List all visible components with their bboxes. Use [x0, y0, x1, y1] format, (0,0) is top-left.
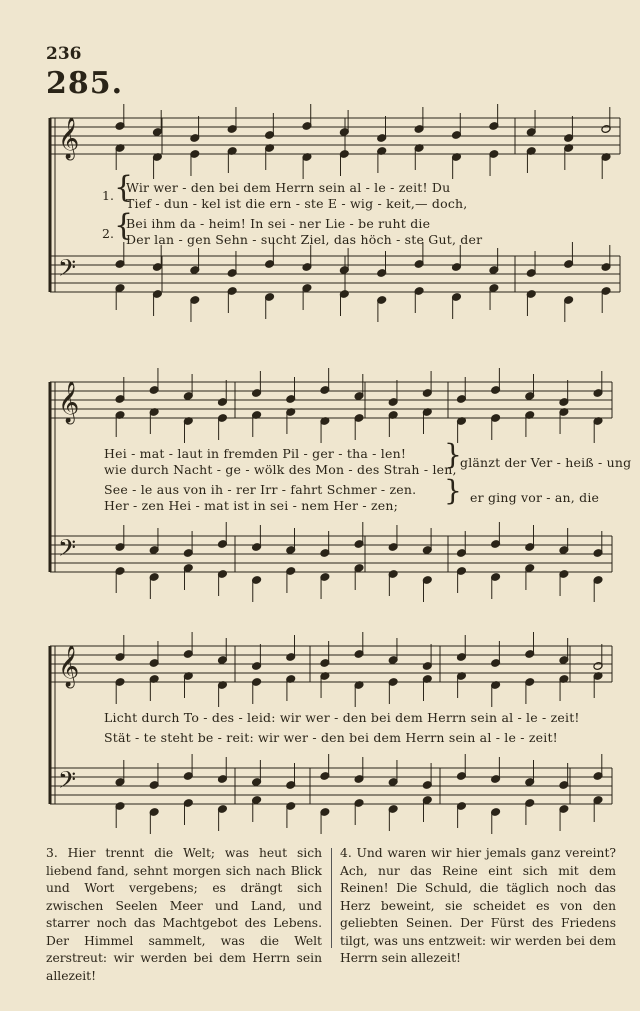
lyric-s2-v1-l2: wie durch Nacht - ge - wölk des Mon - des Strah - len, [104, 462, 457, 477]
verse-2-number: 2. [102, 226, 114, 241]
lyric-s1-v2-l2: Der lan - gen Sehn - sucht Ziel, das höch - ste Gut, der [126, 232, 483, 247]
bass-clef-icon: 𝄢 [58, 534, 77, 567]
verse-1-brace: { [114, 170, 134, 205]
verse-2-brace-s2: } [444, 474, 462, 507]
verse-1-number: 1. [102, 188, 114, 203]
lyric-s1-v1-l2: Tief - dun - kel ist die ern - ste E - wig - keit,— doch, [126, 196, 468, 211]
stanza-4: 4. Und waren wir hier jemals ganz vereint? Ach, nur das Reine eint sich mit dem Reinen! Die Schuld, die täglich noch das Herz beweint, sie scheidet es von den geliebten Seinen. Der Fürst des Friedens tilgt, was uns entzweit: wir werden bei dem Herrn sein allezeit! [340, 846, 616, 965]
lyric-s2-v2-l1: See - le aus von ih - rer Irr - fahrt Schmer - zen. [104, 482, 417, 497]
page-number: 236 [46, 44, 82, 64]
hymn-number: 285. [46, 66, 124, 101]
lyric-s2-v2-cont: er ging vor - an, die [470, 490, 600, 505]
bass-clef-icon: 𝄢 [58, 766, 77, 799]
verse-2-brace: { [114, 208, 134, 243]
lyric-s1-v1-l1: Wir wer - den bei dem Herrn sein al - le - zeit! Du [126, 180, 451, 195]
bass-clef-icon: 𝄢 [58, 254, 77, 287]
treble-clef-icon: 𝄞 [58, 382, 80, 423]
lyric-s1-v2-l1: Bei ihm da - heim! In sei - ner Lie - be ruht die [126, 216, 431, 231]
lyric-s2-v1-l1: Hei - mat - laut in fremden Pil - ger - tha - len! [104, 446, 407, 461]
treble-clef-icon: 𝄞 [58, 118, 80, 159]
verse-1-brace-s2: } [444, 438, 462, 471]
lyric-s2-v1-cont: glänzt der Ver - heiß - ung [460, 455, 632, 470]
column-divider [331, 848, 332, 948]
stanza-3: 3. Hier trennt die Welt; was heut sich liebend fand, sehnt morgen sich nach Blick und Wort vergebens; es drängt sich zwischen Seelen Meer und Land, und starrer noch das Machtgebot des Lebens. Der Himmel sammelt, was die Welt zerstreut: wir werden bei dem Herrn sein allezeit! [46, 846, 322, 983]
treble-clef-icon: 𝄞 [58, 646, 80, 687]
lyric-s3-v2: Stät - te steht be - reit: wir wer - den bei dem Herrn sein al - le - zeit! [104, 730, 558, 745]
lyric-s3-v1: Licht durch To - des - leid: wir wer - den bei dem Herrn sein al - le - zeit! [104, 710, 580, 725]
lyric-s2-v2-l2: Her - zen Hei - mat ist in sei - nem Her - zen; [104, 498, 398, 513]
